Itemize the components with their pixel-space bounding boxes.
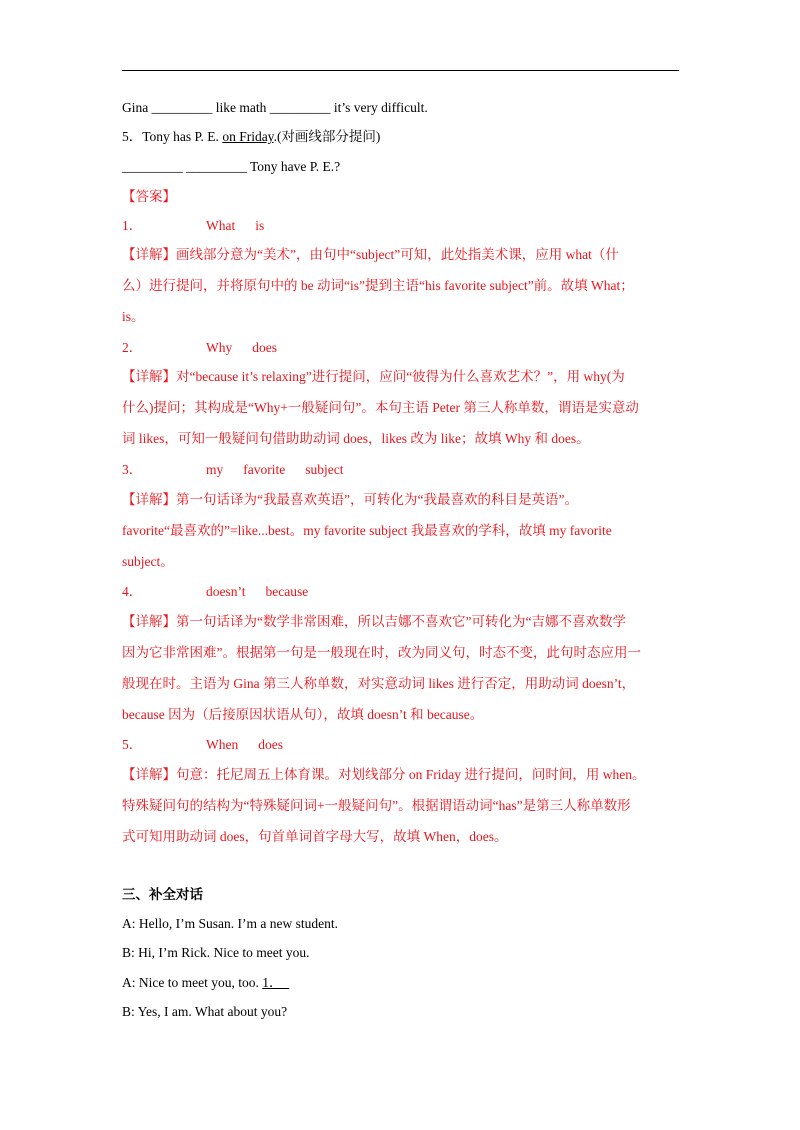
answer-4-detail-line: 【详解】第一句话译为“数学非常困难，所以吉娜不喜欢它”可转化为“吉娜不喜欢数学 bbox=[122, 614, 626, 629]
answer-number: 1． bbox=[122, 218, 143, 233]
answer-5-detail-line: 式可知用助动词 does，句首单词首字母大写，故填 When，does。 bbox=[122, 829, 508, 844]
answer-1-detail-line: is。 bbox=[122, 309, 145, 324]
answer-1-row bbox=[122, 217, 284, 235]
dialogue-blank: 1． bbox=[262, 975, 283, 990]
answer-word: subject bbox=[305, 462, 344, 477]
dialogue-line: B: Yes, I am. What about you? bbox=[122, 1004, 288, 1019]
answer-word: because bbox=[265, 584, 309, 599]
answer-number: 2． bbox=[122, 340, 143, 355]
answer-word: does bbox=[252, 340, 277, 355]
dialogue-text: A: Nice to meet you, too. bbox=[122, 975, 263, 990]
question-5-prefix: 5．Tony has P. E. bbox=[122, 129, 223, 144]
answer-word: favorite bbox=[243, 462, 286, 477]
answer-3-detail-line: 【详解】第一句话译为“我最喜欢英语”，可转化为“我最喜欢的科目是英语”。 bbox=[122, 492, 578, 507]
answer-2-row bbox=[122, 339, 297, 357]
answer-5-detail-line: 【详解】句意：托尼周五上体育课。对划线部分 on Friday 进行提问，问时间，用 when。 bbox=[122, 767, 646, 782]
dialogue-line: B: Hi, I’m Rick. Nice to meet you. bbox=[122, 945, 310, 960]
answer-2-detail-line: 【详解】对“because it’s relaxing”进行提问，应问“彼得为什么喜欢艺术？”，用 why(为 bbox=[122, 369, 625, 384]
answer-word: does bbox=[258, 737, 283, 752]
answer-5-detail-line: 特殊疑问句的结构为“特殊疑问词+一般疑问句”。根据谓语动词“has”是第三人称单数形 bbox=[122, 798, 631, 813]
question-5-line bbox=[122, 128, 380, 146]
answer-number: 3． bbox=[122, 462, 143, 477]
dialogue-line bbox=[122, 974, 289, 992]
answer-5-row bbox=[122, 736, 303, 754]
answer-4-row bbox=[122, 583, 328, 601]
answer-4-detail-line: because 因为（后接原因状语从句），故填 doesn’t 和 because。 bbox=[122, 707, 484, 722]
section-heading: 三、补全对话 bbox=[122, 887, 203, 903]
answer-1-detail-line: 么）进行提问，并将原句中的 be 动词“is”提到主语“his favorite subject”前。故填 What； bbox=[122, 278, 634, 293]
dialogue-line: A: Hello, I’m Susan. I’m a new student. bbox=[122, 916, 338, 931]
answer-4-detail-line: 般现在时。主语为 Gina 第三人称单数，对实意动词 likes 进行否定，用助动词 doesn’t， bbox=[122, 676, 636, 691]
answer-word: my bbox=[206, 462, 224, 477]
answer-1-detail-line: 【详解】画线部分意为“美术”，由句中“subject”可知，此处指美术课，应用 what（什 bbox=[122, 247, 619, 262]
answer-word: doesn’t bbox=[206, 584, 246, 599]
answer-3-detail-line: favorite“最喜欢的”=like...best。my favorite subject 我最喜欢的学科，故填 my favorite bbox=[122, 523, 612, 538]
answer-number: 4． bbox=[122, 584, 143, 599]
answer-word: is bbox=[255, 218, 265, 233]
answer-number: 5． bbox=[122, 737, 143, 752]
answer-3-row bbox=[122, 461, 364, 479]
header-rule bbox=[122, 70, 679, 71]
answer-word: What bbox=[206, 218, 236, 233]
question-5-underlined: on Friday bbox=[222, 129, 274, 144]
question-5-suffix: .(对画线部分提问) bbox=[273, 129, 381, 144]
answer-word: Why bbox=[206, 340, 233, 355]
question-4-line: Gina _________ like math _________ it’s very difficult. bbox=[122, 100, 428, 115]
answer-2-detail-line: 词 likes，可知一般疑问句借助助动词 does，likes 改为 like；故填 Why 和 does。 bbox=[122, 431, 590, 446]
answer-header: 【答案】 bbox=[122, 189, 176, 204]
answer-4-detail-line: 因为它非常困难”。根据第一句是一般现在时，改为同义句，时态不变，此句时态应用一 bbox=[122, 645, 641, 660]
answer-word: When bbox=[206, 737, 239, 752]
answer-3-detail-line: subject。 bbox=[122, 554, 174, 569]
question-5-answer-line: _________ _________ Tony have P. E.? bbox=[122, 159, 341, 174]
answer-2-detail-line: 什么)提问；其构成是“Why+一般疑问句”。本句主语 Peter 第三人称单数，谓语是实意动 bbox=[122, 400, 639, 415]
